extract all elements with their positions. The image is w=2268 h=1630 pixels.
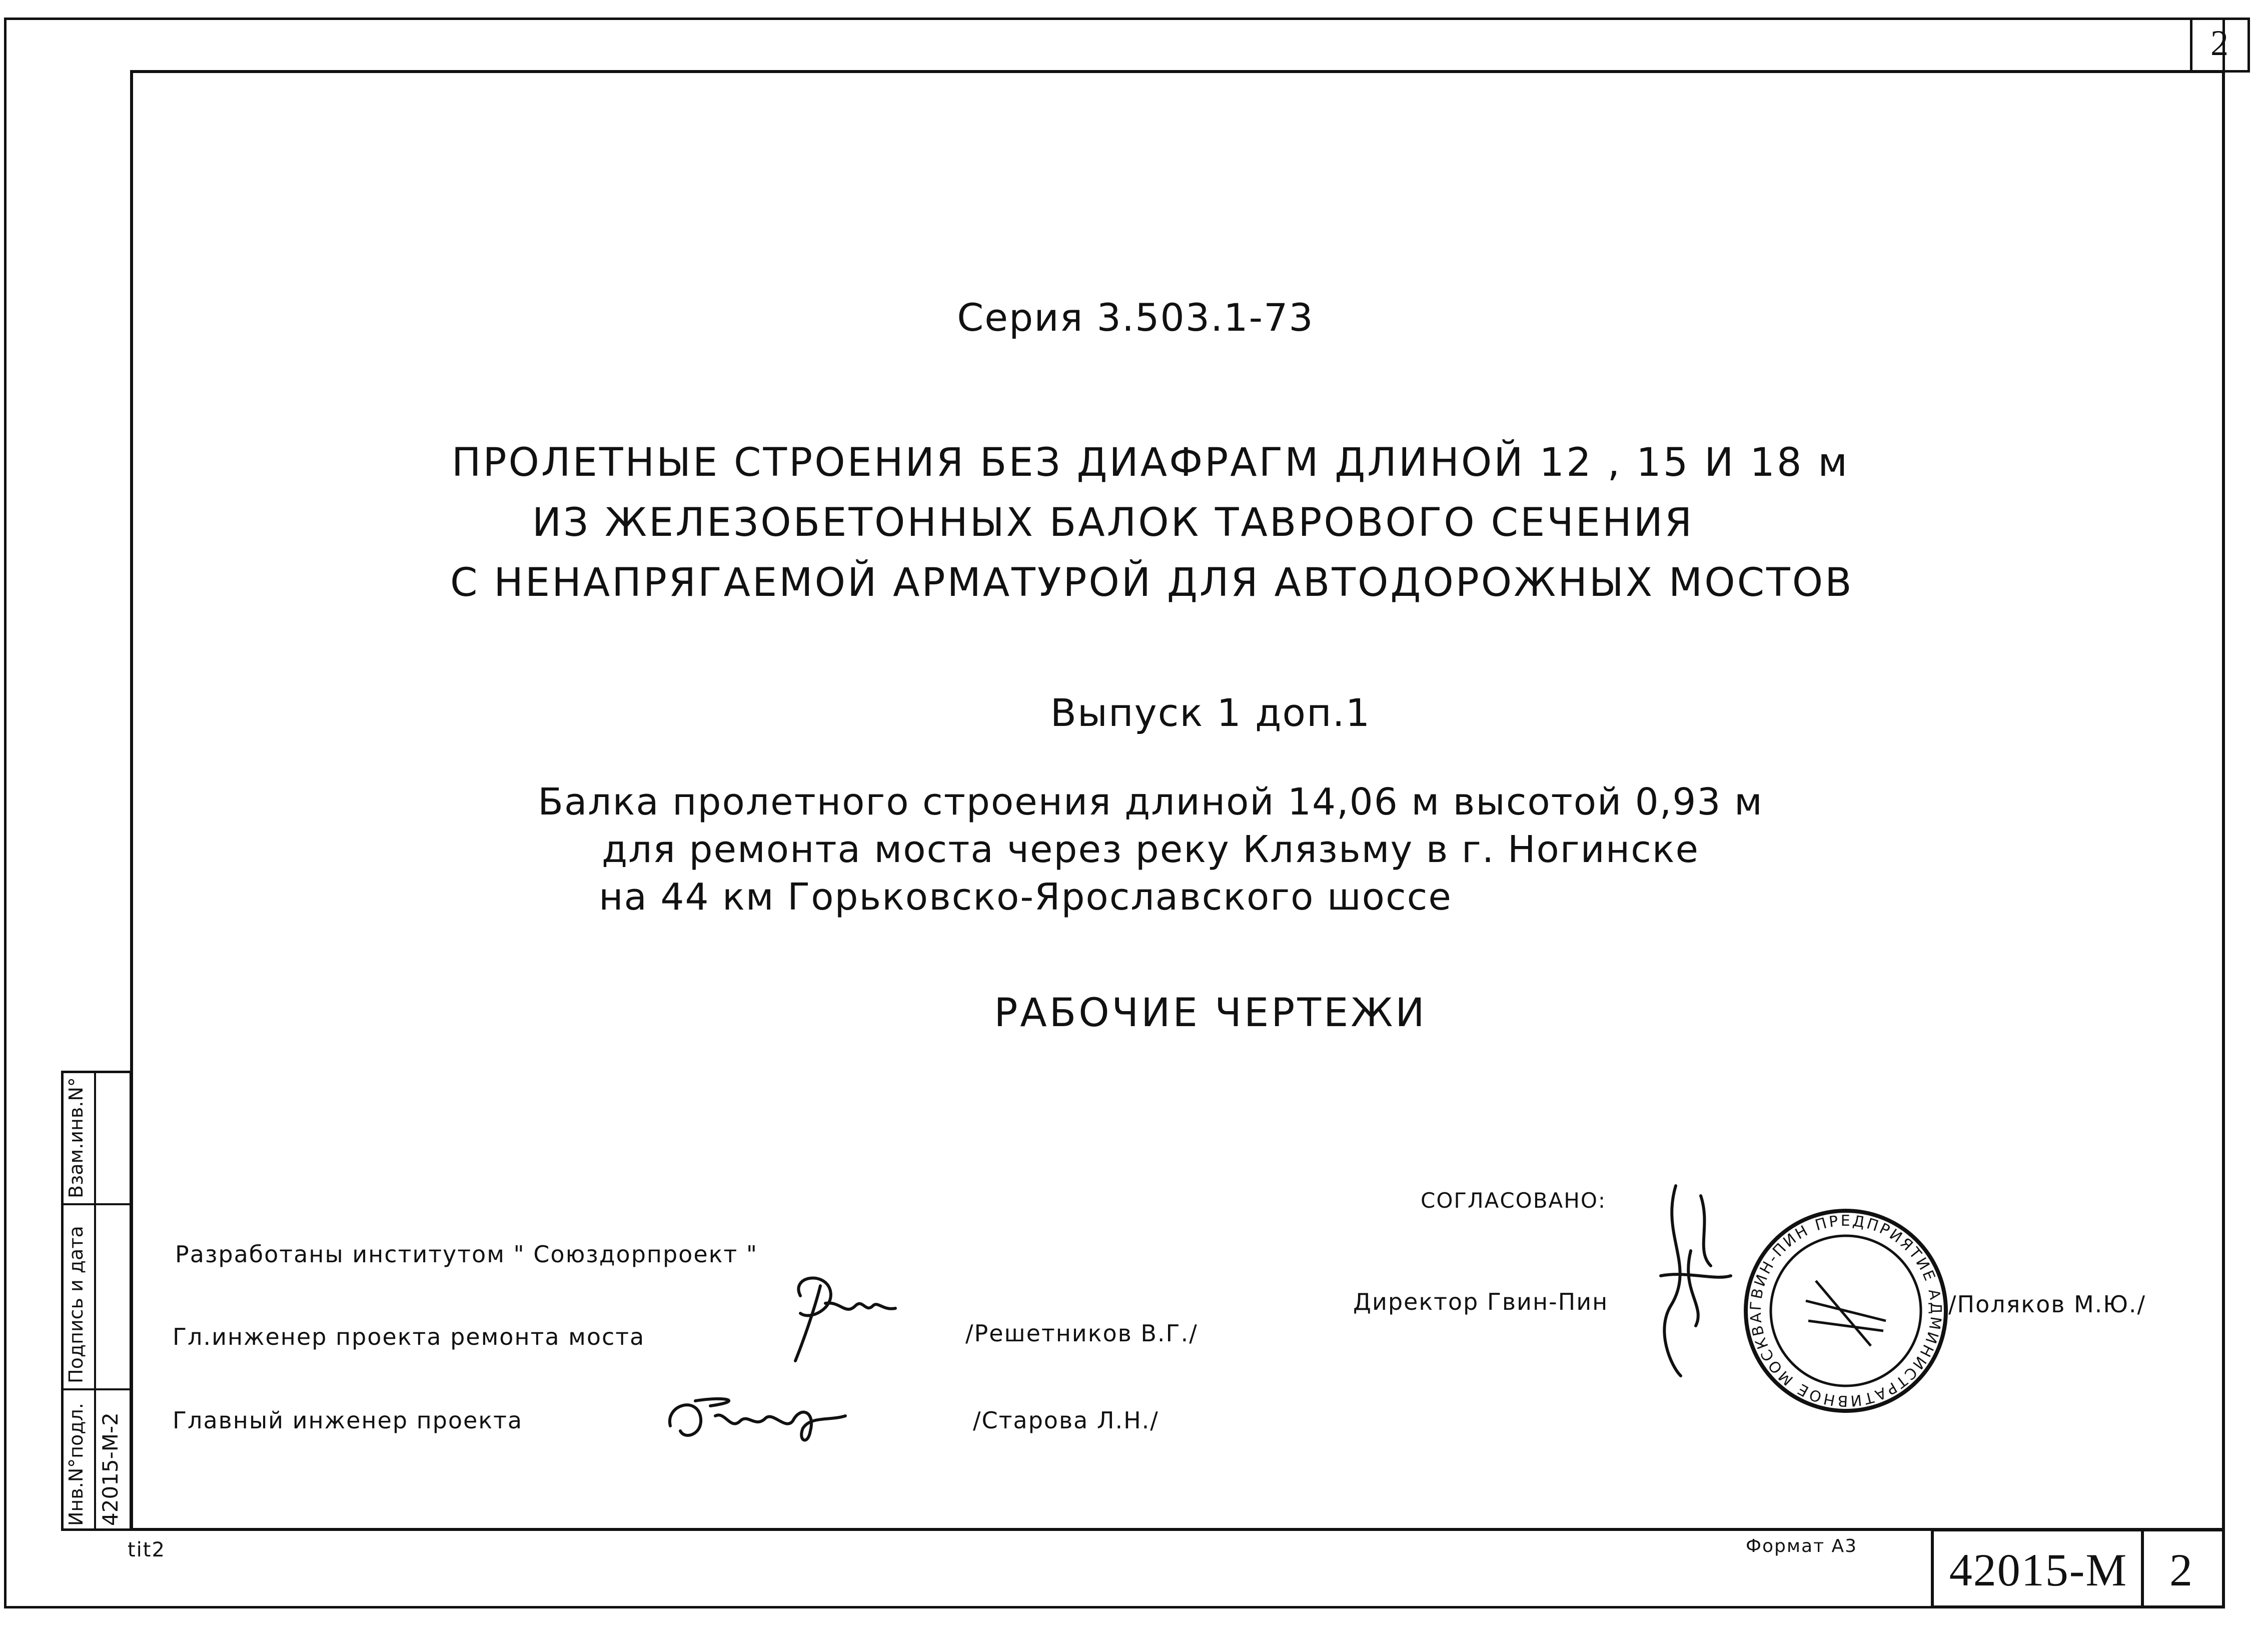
developed-by: Разработаны институтом " Союздорпроект "	[175, 1241, 758, 1268]
drawing-type: РАБОЧИЕ ЧЕРТЕЖИ	[994, 991, 1427, 1036]
description-line-2: для ремонта моста через реку Клязьму в г. Ногинске	[601, 828, 1700, 871]
main-title-line-1: ПРОЛЕТНЫЕ СТРОЕНИЯ БЕЗ ДИАФРАГМ ДЛИНОЙ 12 , 15 И 18 м	[451, 440, 1850, 485]
signature-polyakov	[1641, 1176, 1746, 1386]
side-stamp-row-line	[61, 1203, 132, 1205]
series-title: Серия 3.503.1-73	[957, 295, 1314, 340]
doc-number: 42015-М	[1949, 1544, 2128, 1595]
chief-engineer-project-name: /Старова Л.Н./	[973, 1407, 1159, 1434]
seal-ring-text: ГВИН-ПИН ПРЕДПРИЯТИЕ АДМИНИСТРАТИВНОЕ МОСКВА	[1747, 1212, 1945, 1410]
corner-sheet-number: 2	[2210, 23, 2229, 63]
side-stamp-divider	[94, 1071, 96, 1531]
sign-date-label: Подпись и дата	[65, 1226, 87, 1383]
inv-value: 42015-М-2	[98, 1412, 123, 1526]
main-title-line-2: ИЗ ЖЕЛЕЗОБЕТОННЫХ БАЛОК ТАВРОВОГО СЕЧЕНИЯ	[532, 500, 1694, 545]
round-seal-stamp	[1741, 1206, 1951, 1416]
inv-label: Инв.N°подл.	[65, 1403, 87, 1526]
chief-engineer-project-role: Главный инженер проекта	[173, 1407, 523, 1434]
main-title-line-3: С НЕНАПРЯГАЕМОЙ АРМАТУРОЙ ДЛЯ АВТОДОРОЖНЫХ МОСТОВ	[450, 560, 1854, 605]
agreed-label: СОГЛАСОВАНО:	[1421, 1188, 1607, 1213]
format-label: Формат А3	[1746, 1536, 1858, 1556]
chief-engineer-repair-role: Гл.инженер проекта ремонта моста	[173, 1323, 645, 1350]
signature-reshetnikov	[770, 1266, 900, 1366]
description-line-1: Балка пролетного строения длиной 14,06 м высотой 0,93 м	[538, 780, 1763, 824]
side-stamp-row-line	[61, 1388, 132, 1390]
director-name: /Поляков М.Ю./	[1948, 1291, 2146, 1318]
chief-engineer-repair-name: /Решетников В.Г./	[965, 1320, 1198, 1347]
issue-label: Выпуск 1 доп.1	[1050, 690, 1371, 735]
file-tag: tit2	[128, 1538, 166, 1561]
signature-starova	[665, 1386, 855, 1451]
director-role: Директор Гвин-Пин	[1353, 1288, 1609, 1315]
replace-inv-label: Взам.инв.N°	[65, 1077, 87, 1198]
description-line-3: на 44 км Горьковско-Ярославского шоссе	[599, 876, 1452, 919]
sheet-number: 2	[2169, 1544, 2193, 1595]
